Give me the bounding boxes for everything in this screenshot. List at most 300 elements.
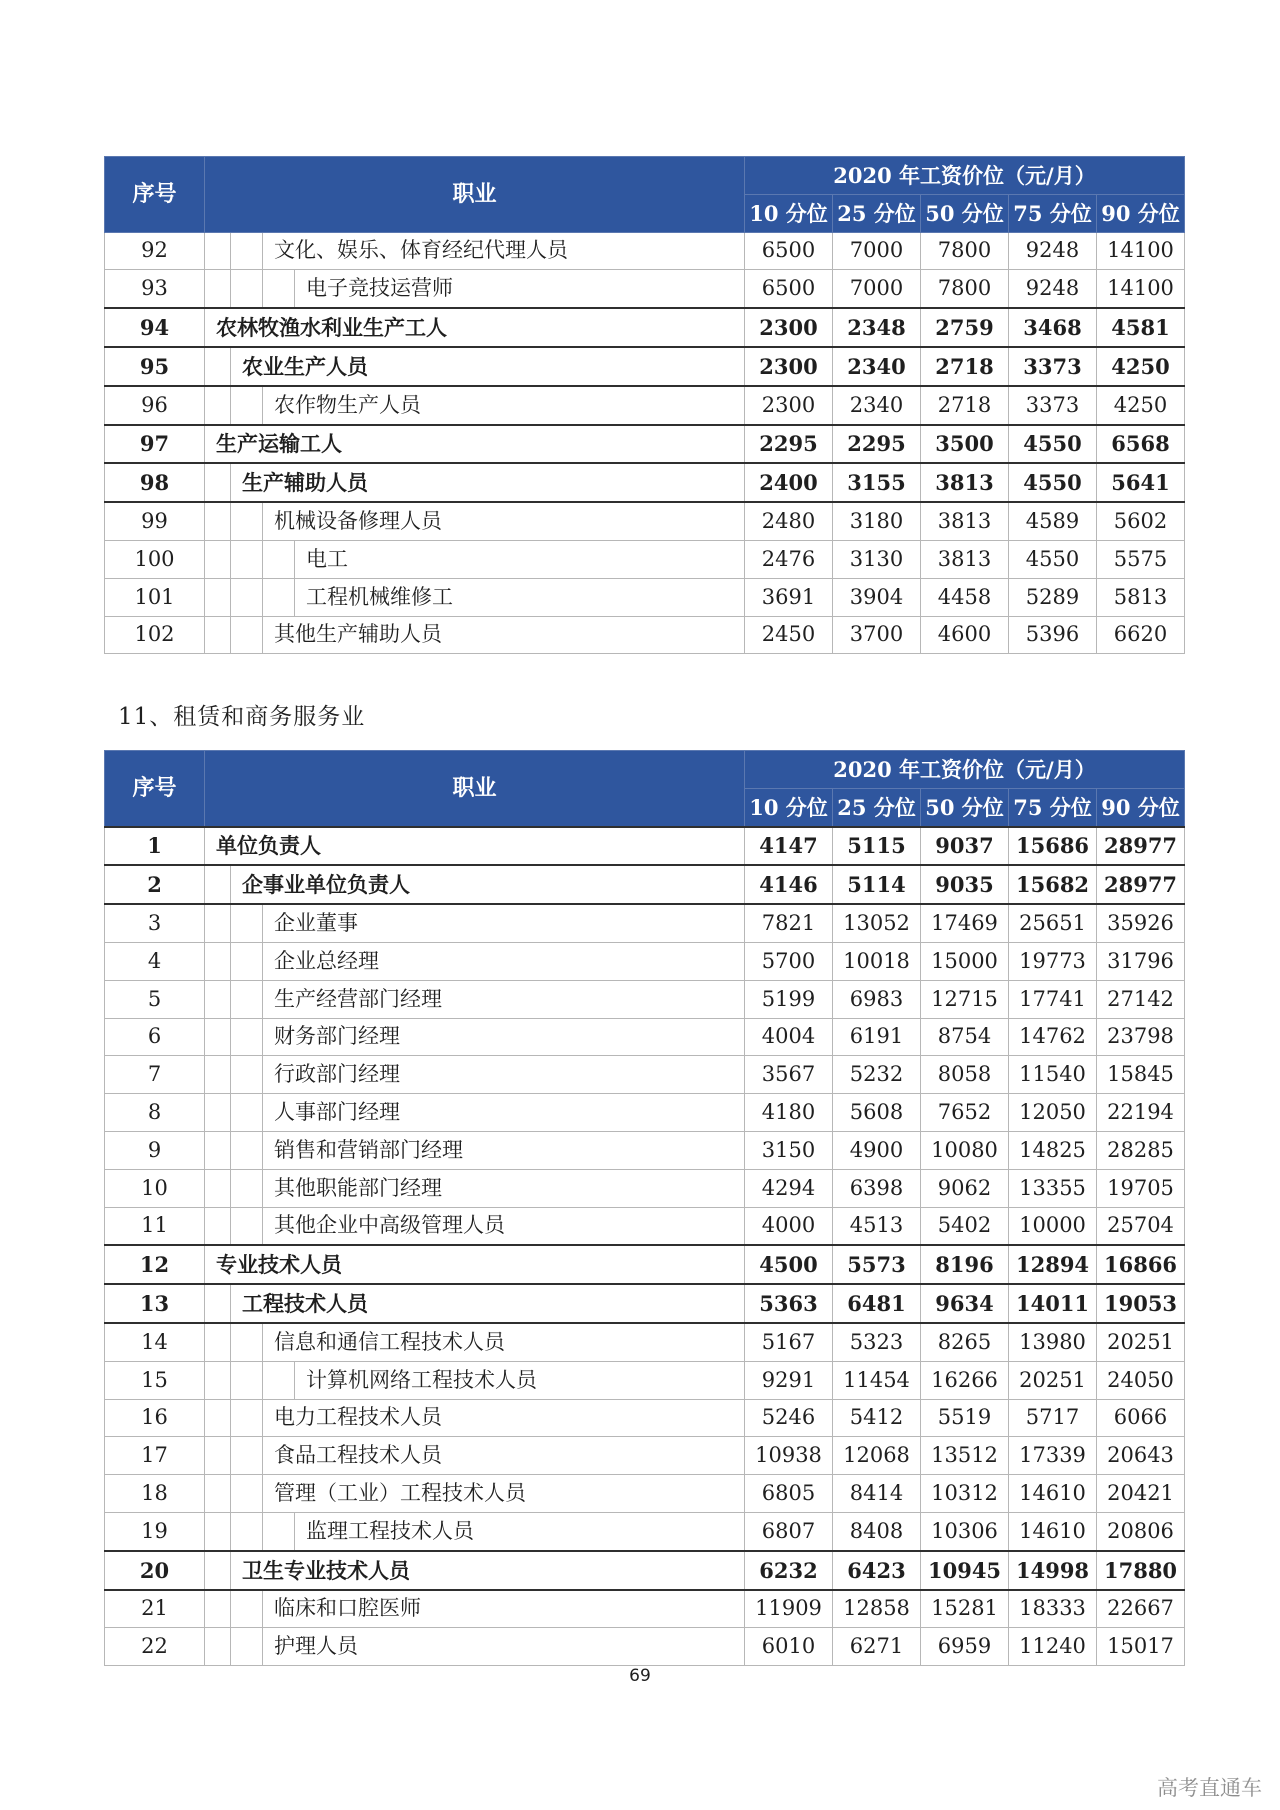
table-row [105,1245,1185,1284]
row-seq: 18 [105,1475,205,1513]
row-wage-value: 3130 [833,540,921,578]
row-wage-value: 6191 [833,1018,921,1056]
row-wage-value: 6500 [745,232,833,270]
row-wage-value: 5641 [1097,463,1185,502]
indent-cell [205,942,231,980]
indent-cell [231,1475,263,1513]
row-wage-value: 5114 [833,865,921,904]
row-wage-value: 4550 [1009,425,1097,464]
row-wage-value: 20643 [1097,1437,1185,1475]
row-occupation: 文化、娱乐、体育经纪代理人员 [263,232,745,270]
indent-cell [205,616,231,654]
table-row [105,425,1185,464]
row-wage-value: 2476 [745,540,833,578]
header-p10: 10 分位 [745,788,833,826]
row-wage-value: 4900 [833,1131,921,1169]
row-wage-value: 3155 [833,463,921,502]
header-p25: 25 分位 [833,194,921,232]
section-title: 11、租赁和商务服务业 [118,704,366,730]
row-wage-value: 5573 [833,1245,921,1284]
row-wage-value: 4600 [921,616,1009,654]
row-occupation: 农业生产人员 [231,347,745,386]
row-seq: 8 [105,1094,205,1132]
row-wage-value: 5700 [745,942,833,980]
table-row [105,1551,1185,1590]
row-wage-value: 9248 [1009,270,1097,308]
indent-cell [205,904,231,942]
header-p25: 25 分位 [833,788,921,826]
row-seq: 16 [105,1399,205,1437]
header-occupation: 职业 [205,751,745,827]
row-wage-value: 11540 [1009,1056,1097,1094]
row-wage-value: 24050 [1097,1361,1185,1399]
row-wage-value: 16266 [921,1361,1009,1399]
row-occupation: 企业董事 [263,904,745,942]
row-seq: 94 [105,308,205,347]
row-wage-value: 28977 [1097,827,1185,866]
table-body [105,827,1185,1666]
indent-cell [263,1361,295,1399]
row-wage-value: 11454 [833,1361,921,1399]
row-wage-value: 2480 [745,502,833,540]
row-wage-value: 10080 [921,1131,1009,1169]
indent-cell [231,1207,263,1245]
indent-cell [231,1361,263,1399]
row-wage-value: 3150 [745,1131,833,1169]
indent-cell [231,942,263,980]
row-seq: 4 [105,942,205,980]
row-wage-value: 10000 [1009,1207,1097,1245]
indent-cell [205,1628,231,1666]
row-wage-value: 6232 [745,1551,833,1590]
row-seq: 12 [105,1245,205,1284]
row-occupation: 其他生产辅助人员 [263,616,745,654]
table-row [105,463,1185,502]
row-seq: 14 [105,1323,205,1361]
row-wage-value: 3691 [745,578,833,616]
row-occupation: 护理人员 [263,1628,745,1666]
row-occupation: 食品工程技术人员 [263,1437,745,1475]
page-number: 69 [629,1666,651,1686]
row-occupation: 人事部门经理 [263,1094,745,1132]
indent-cell [205,1207,231,1245]
row-seq: 92 [105,232,205,270]
row-wage-value: 5608 [833,1094,921,1132]
row-wage-value: 7000 [833,232,921,270]
row-wage-value: 19773 [1009,942,1097,980]
indent-cell [231,1056,263,1094]
row-wage-value: 9035 [921,865,1009,904]
row-wage-value: 2718 [921,386,1009,425]
row-wage-value: 9037 [921,827,1009,866]
row-wage-value: 6481 [833,1284,921,1323]
row-wage-value: 22667 [1097,1590,1185,1628]
indent-cell [205,1284,231,1323]
row-wage-value: 4589 [1009,502,1097,540]
row-wage-value: 18333 [1009,1590,1097,1628]
row-wage-value: 4500 [745,1245,833,1284]
row-occupation: 销售和营销部门经理 [263,1131,745,1169]
indent-cell [231,1169,263,1207]
row-wage-value: 25704 [1097,1207,1185,1245]
row-occupation: 电力工程技术人员 [263,1399,745,1437]
row-wage-value: 31796 [1097,942,1185,980]
row-wage-value: 14011 [1009,1284,1097,1323]
indent-cell [205,1323,231,1361]
indent-cell [263,578,295,616]
row-wage-value: 2450 [745,616,833,654]
row-occupation: 单位负责人 [205,827,745,866]
row-seq: 10 [105,1169,205,1207]
table-row [105,1437,1185,1475]
row-wage-value: 14762 [1009,1018,1097,1056]
row-wage-value: 14100 [1097,270,1185,308]
row-occupation: 企业总经理 [263,942,745,980]
row-occupation: 管理（工业）工程技术人员 [263,1475,745,1513]
row-wage-value: 15682 [1009,865,1097,904]
row-wage-value: 6805 [745,1475,833,1513]
row-wage-value: 12050 [1009,1094,1097,1132]
row-wage-value: 13355 [1009,1169,1097,1207]
indent-cell [205,386,231,425]
row-wage-value: 5813 [1097,578,1185,616]
row-wage-value: 4513 [833,1207,921,1245]
row-wage-value: 8414 [833,1475,921,1513]
row-wage-value: 11909 [745,1590,833,1628]
indent-cell [205,578,231,616]
row-occupation: 行政部门经理 [263,1056,745,1094]
row-wage-value: 7800 [921,232,1009,270]
row-seq: 15 [105,1361,205,1399]
row-seq: 1 [105,827,205,866]
row-seq: 101 [105,578,205,616]
row-wage-value: 8408 [833,1512,921,1550]
indent-cell [205,1094,231,1132]
row-wage-value: 20806 [1097,1512,1185,1550]
row-wage-value: 13512 [921,1437,1009,1475]
row-wage-value: 5289 [1009,578,1097,616]
indent-cell [205,1169,231,1207]
row-wage-value: 2759 [921,308,1009,347]
row-occupation: 农林牧渔水利业生产工人 [205,308,745,347]
row-wage-value: 15000 [921,942,1009,980]
row-wage-value: 4550 [1009,540,1097,578]
indent-cell [231,386,263,425]
table-row [105,827,1185,866]
row-wage-value: 7000 [833,270,921,308]
row-wage-value: 7800 [921,270,1009,308]
row-wage-value: 2295 [833,425,921,464]
table-row [105,1628,1185,1666]
row-wage-value: 5717 [1009,1399,1097,1437]
indent-cell [205,502,231,540]
row-occupation: 电工 [295,540,745,578]
row-occupation: 其他职能部门经理 [263,1169,745,1207]
header-p50: 50 分位 [921,194,1009,232]
indent-cell [205,1512,231,1550]
row-seq: 99 [105,502,205,540]
row-wage-value: 14825 [1009,1131,1097,1169]
row-wage-value: 15281 [921,1590,1009,1628]
row-wage-value: 4004 [745,1018,833,1056]
row-wage-value: 12858 [833,1590,921,1628]
row-wage-value: 3700 [833,616,921,654]
indent-cell [231,1628,263,1666]
row-wage-value: 35926 [1097,904,1185,942]
row-occupation: 专业技术人员 [205,1245,745,1284]
row-wage-value: 6398 [833,1169,921,1207]
table-row [105,942,1185,980]
row-wage-value: 17880 [1097,1551,1185,1590]
row-wage-value: 3813 [921,463,1009,502]
row-wage-value: 7821 [745,904,833,942]
indent-cell [205,1056,231,1094]
row-wage-value: 16866 [1097,1245,1185,1284]
row-seq: 3 [105,904,205,942]
row-wage-value: 19705 [1097,1169,1185,1207]
row-wage-value: 20421 [1097,1475,1185,1513]
row-wage-value: 3180 [833,502,921,540]
row-occupation: 临床和口腔医师 [263,1590,745,1628]
row-seq: 102 [105,616,205,654]
indent-cell [231,578,263,616]
row-wage-value: 5167 [745,1323,833,1361]
row-wage-value: 19053 [1097,1284,1185,1323]
row-wage-value: 4000 [745,1207,833,1245]
row-wage-value: 14100 [1097,232,1185,270]
row-wage-value: 10018 [833,942,921,980]
row-occupation: 信息和通信工程技术人员 [263,1323,745,1361]
row-occupation: 机械设备修理人员 [263,502,745,540]
row-wage-value: 2340 [833,347,921,386]
indent-cell [231,270,263,308]
row-wage-value: 2340 [833,386,921,425]
row-seq: 9 [105,1131,205,1169]
row-wage-value: 3904 [833,578,921,616]
row-wage-value: 3813 [921,540,1009,578]
row-wage-value: 8058 [921,1056,1009,1094]
table-row [105,308,1185,347]
row-wage-value: 6066 [1097,1399,1185,1437]
indent-cell [263,1512,295,1550]
row-wage-value: 4458 [921,578,1009,616]
row-wage-value: 8196 [921,1245,1009,1284]
row-seq: 97 [105,425,205,464]
row-wage-value: 10312 [921,1475,1009,1513]
row-seq: 20 [105,1551,205,1590]
indent-cell [205,865,231,904]
row-seq: 21 [105,1590,205,1628]
row-wage-value: 12715 [921,980,1009,1018]
row-wage-value: 27142 [1097,980,1185,1018]
header-p50: 50 分位 [921,788,1009,826]
indent-cell [231,1323,263,1361]
row-wage-value: 4146 [745,865,833,904]
table-row [105,1512,1185,1550]
header-seq: 序号 [105,751,205,827]
row-wage-value: 6807 [745,1512,833,1550]
indent-cell [205,463,231,502]
row-wage-value: 13980 [1009,1323,1097,1361]
row-occupation: 卫生专业技术人员 [231,1551,745,1590]
table-row [105,1590,1185,1628]
row-wage-value: 22194 [1097,1094,1185,1132]
row-seq: 98 [105,463,205,502]
row-wage-value: 2300 [745,308,833,347]
indent-cell [205,347,231,386]
indent-cell [205,1590,231,1628]
row-seq: 95 [105,347,205,386]
row-wage-value: 5232 [833,1056,921,1094]
table-body [105,232,1185,654]
row-wage-value: 6959 [921,1628,1009,1666]
table-row [105,386,1185,425]
row-wage-value: 10306 [921,1512,1009,1550]
row-wage-value: 14610 [1009,1512,1097,1550]
row-wage-value: 28285 [1097,1131,1185,1169]
indent-cell [205,1551,231,1590]
row-wage-value: 5199 [745,980,833,1018]
row-occupation: 农作物生产人员 [263,386,745,425]
indent-cell [263,540,295,578]
table-row [105,347,1185,386]
indent-cell [231,1512,263,1550]
table-row [105,502,1185,540]
table-row [105,1323,1185,1361]
row-wage-value: 2718 [921,347,1009,386]
row-wage-value: 2300 [745,347,833,386]
indent-cell [231,904,263,942]
watermark: 高考直通车 [1157,1776,1262,1800]
row-wage-value: 17741 [1009,980,1097,1018]
row-wage-value: 3567 [745,1056,833,1094]
row-occupation: 生产辅助人员 [231,463,745,502]
row-wage-value: 5402 [921,1207,1009,1245]
row-wage-value: 12068 [833,1437,921,1475]
indent-cell [231,616,263,654]
table-row [105,232,1185,270]
row-wage-value: 5246 [745,1399,833,1437]
header-seq: 序号 [105,157,205,233]
row-wage-value: 20251 [1097,1323,1185,1361]
wage-table-continued [104,156,1185,654]
table-row [105,1169,1185,1207]
indent-cell [263,270,295,308]
row-occupation: 电子竞技运营师 [295,270,745,308]
indent-cell [231,232,263,270]
row-occupation: 生产经营部门经理 [263,980,745,1018]
table-row [105,540,1185,578]
row-seq: 2 [105,865,205,904]
indent-cell [205,1475,231,1513]
indent-cell [205,1018,231,1056]
row-wage-value: 4180 [745,1094,833,1132]
header-p75: 75 分位 [1009,194,1097,232]
row-seq: 5 [105,980,205,1018]
row-wage-value: 11240 [1009,1628,1097,1666]
row-wage-value: 6983 [833,980,921,1018]
table-row [105,1207,1185,1245]
row-wage-value: 25651 [1009,904,1097,942]
table-row [105,578,1185,616]
indent-cell [205,980,231,1018]
indent-cell [231,1437,263,1475]
row-wage-value: 8754 [921,1018,1009,1056]
indent-cell [231,1094,263,1132]
row-seq: 13 [105,1284,205,1323]
row-wage-value: 4550 [1009,463,1097,502]
row-wage-value: 7652 [921,1094,1009,1132]
row-wage-value: 3373 [1009,347,1097,386]
row-wage-value: 23798 [1097,1018,1185,1056]
indent-cell [205,232,231,270]
row-seq: 96 [105,386,205,425]
row-seq: 19 [105,1512,205,1550]
row-wage-value: 17469 [921,904,1009,942]
row-wage-value: 9291 [745,1361,833,1399]
row-wage-value: 15686 [1009,827,1097,866]
row-wage-value: 5575 [1097,540,1185,578]
row-wage-value: 4581 [1097,308,1185,347]
row-wage-value: 5519 [921,1399,1009,1437]
row-wage-value: 4147 [745,827,833,866]
row-wage-value: 6010 [745,1628,833,1666]
table-row [105,1094,1185,1132]
row-occupation: 监理工程技术人员 [295,1512,745,1550]
table-row [105,1284,1185,1323]
row-wage-value: 5602 [1097,502,1185,540]
header-wage-group: 2020 年工资价位（元/月） [745,157,1185,195]
row-wage-value: 20251 [1009,1361,1097,1399]
indent-cell [231,1399,263,1437]
row-wage-value: 5115 [833,827,921,866]
indent-cell [231,1590,263,1628]
table-row [105,270,1185,308]
row-wage-value: 15845 [1097,1056,1185,1094]
row-seq: 17 [105,1437,205,1475]
table-row [105,1018,1185,1056]
row-wage-value: 3468 [1009,308,1097,347]
header-occupation: 职业 [205,157,745,233]
row-wage-value: 2348 [833,308,921,347]
row-seq: 7 [105,1056,205,1094]
row-wage-value: 4294 [745,1169,833,1207]
row-wage-value: 9634 [921,1284,1009,1323]
row-seq: 11 [105,1207,205,1245]
row-wage-value: 6620 [1097,616,1185,654]
indent-cell [231,502,263,540]
row-wage-value: 2300 [745,386,833,425]
row-wage-value: 8265 [921,1323,1009,1361]
indent-cell [205,1131,231,1169]
row-occupation: 其他企业中高级管理人员 [263,1207,745,1245]
row-seq: 6 [105,1018,205,1056]
row-seq: 93 [105,270,205,308]
header-wage-group: 2020 年工资价位（元/月） [745,751,1185,789]
table-row [105,1475,1185,1513]
row-occupation: 生产运输工人 [205,425,745,464]
row-seq: 22 [105,1628,205,1666]
row-wage-value: 9248 [1009,232,1097,270]
row-wage-value: 5363 [745,1284,833,1323]
row-wage-value: 14998 [1009,1551,1097,1590]
row-occupation: 财务部门经理 [263,1018,745,1056]
row-wage-value: 6271 [833,1628,921,1666]
row-wage-value: 6568 [1097,425,1185,464]
indent-cell [205,540,231,578]
row-wage-value: 5412 [833,1399,921,1437]
indent-cell [231,1018,263,1056]
